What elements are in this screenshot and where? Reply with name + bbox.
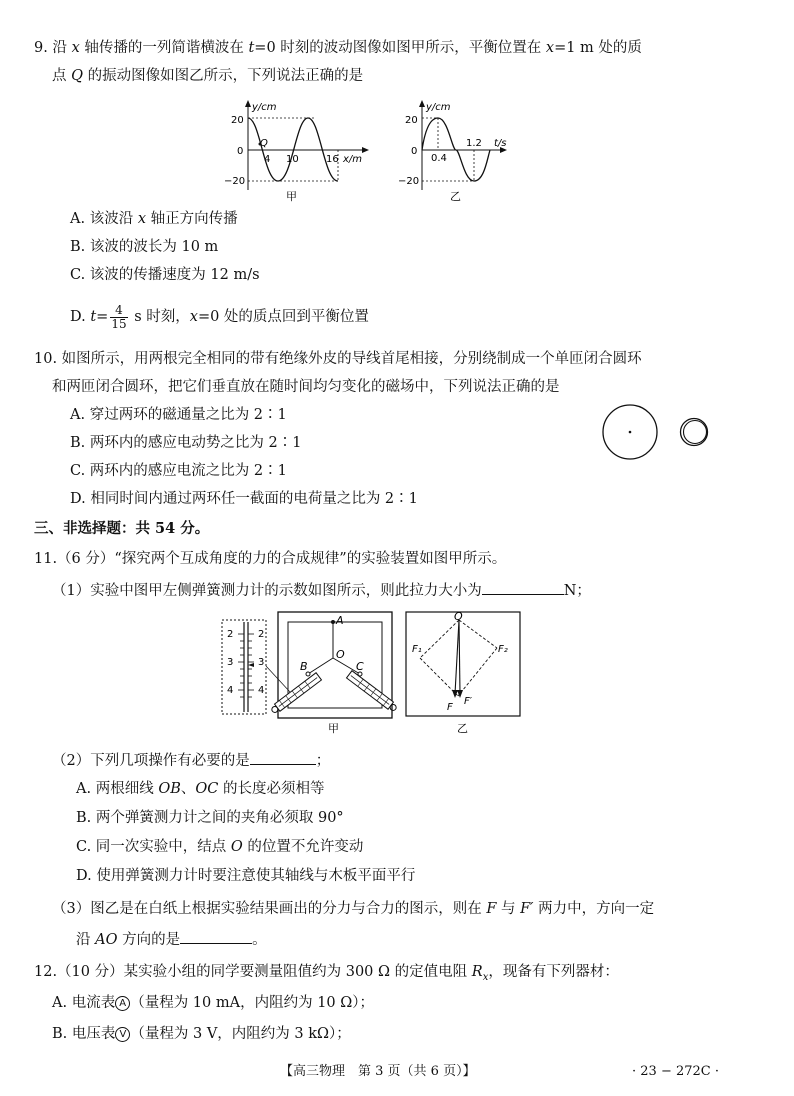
jia-tick-y-20: 20 — [231, 115, 244, 126]
label-a: A — [336, 614, 344, 627]
q10-option-d: D. 相同时间内通过两环任一截面的电荷量之比为 2∶1 — [70, 491, 418, 507]
label-b: B — [300, 660, 308, 673]
label-c: C — [356, 660, 364, 673]
scale-left-2: 2 — [227, 629, 234, 640]
yi-label-f2: F₂ — [498, 644, 508, 655]
answer-blank-3[interactable] — [180, 929, 252, 944]
jia-point-q: Q — [260, 138, 268, 149]
answer-blank-1[interactable] — [482, 580, 564, 595]
wave-graph-jia — [220, 98, 370, 204]
jia-tick-y-0: 0 — [237, 146, 244, 157]
q11-part3-line2: 沿 AO 方向的是 。 — [76, 929, 267, 950]
q10-option-a: A. 穿过两环的磁通量之比为 2∶1 — [70, 407, 287, 423]
q10-option-b: B. 两环内的感应电动势之比为 2∶1 — [70, 435, 302, 451]
voltmeter-symbol: V — [115, 1027, 130, 1042]
q11-part3-line1: （3）图乙是在白纸上根据实验结果画出的分力与合力的图示，则在 F 与 F′ 两力中，方向一定 — [52, 901, 655, 917]
coil-rings-figure — [598, 402, 716, 464]
yi-ylabel: y/cm — [426, 102, 451, 113]
yi-caption: 乙 — [450, 190, 461, 203]
jia-tick-x-4: 4 — [264, 154, 271, 165]
jia-caption: 甲 — [286, 190, 297, 203]
yi-tick-y-neg20: −20 — [398, 176, 420, 187]
yi-label-fprime: F′ — [464, 696, 473, 707]
jia-ylabel: y/cm — [252, 102, 277, 113]
scale-right-3: 3 — [258, 657, 265, 668]
yi-xlabel: t/s — [494, 138, 507, 149]
vibration-graph-yi — [398, 98, 508, 204]
label-o: O — [336, 648, 345, 661]
q11-part2-option-d: D. 使用弹簧测力计时要注意使其轴线与木板平面平行 — [76, 868, 416, 884]
q11-stem: 11.（6 分）“探究两个互成角度的力的合成规律”的实验装置如图甲所示。 — [34, 551, 507, 567]
yi-tick-x-04: 0.4 — [431, 153, 447, 164]
force-diagram-caption: 乙 — [457, 722, 468, 734]
yi-tick-y-20: 20 — [405, 115, 418, 126]
q11-part1: （1）实验中图甲左侧弹簧测力计的示数如图所示，则此拉力大小为 N； — [52, 580, 591, 601]
yi-tick-y-0: 0 — [411, 146, 418, 157]
ammeter-symbol: A — [115, 996, 130, 1011]
q11-part2-option-c: C. 同一次实验中，结点 O 的位置不允许变动 — [76, 839, 364, 855]
q9-stem-line1: 9. 沿 x 轴传播的一列简谐横波在 t=0 时刻的波动图像如图甲所示，平衡位置在 x=1 m 处的质 — [34, 40, 642, 56]
apparatus-caption: 甲 — [328, 722, 339, 734]
answer-blank-2[interactable] — [250, 750, 316, 765]
q12-stem: 12.（10 分）某实验小组的同学要测量阻值约为 300 Ω 的定值电阻 $R_x$，现备有下列器材： — [34, 964, 619, 983]
q10-stem-line2: 和两匝闭合圆环，把它们垂直放在随时间均匀变化的磁场中，下列说法正确的是 — [52, 379, 560, 395]
q11-part2: （2）下列几项操作有必要的是 ； — [52, 750, 330, 771]
force-diagram-yi — [402, 608, 524, 734]
q11-part2-option-a: A. 两根细线 OB、OC 的长度必须相等 — [76, 781, 325, 797]
yi-label-o: O — [454, 610, 463, 623]
q12-option-b: B. 电压表 V （量程为 3 V，内阻约为 3 kΩ）； — [52, 1026, 351, 1042]
page-footer-center: 【高三物理 第 3 页（共 6 页）】 — [280, 1064, 476, 1079]
q9-option-a: A. 该波沿 x 轴正方向传播 — [70, 211, 238, 227]
q9-option-c: C. 该波的传播速度为 12 m/s — [70, 267, 260, 283]
yi-tick-x-12: 1.2 — [466, 138, 482, 149]
force-apparatus-jia — [218, 608, 398, 734]
scale-left-3: 3 — [227, 657, 234, 668]
two-turn-ring-outer — [681, 419, 708, 446]
q11-part2-option-b: B. 两个弹簧测力计之间的夹角必须取 90° — [76, 810, 344, 826]
scale-left-4: 4 — [227, 685, 234, 696]
q10-option-c: C. 两环内的感应电流之比为 2∶1 — [70, 463, 287, 479]
scale-right-4: 4 — [258, 685, 265, 696]
q9-option-b: B. 该波的波长为 10 m — [70, 239, 219, 255]
fraction-4-15: $\frac{4}{15}$ — [111, 302, 127, 331]
scale-right-2: 2 — [258, 629, 265, 640]
yi-label-f: F — [447, 702, 453, 713]
q9-stem-line2: 点 Q 的振动图像如图乙所示，下列说法正确的是 — [52, 68, 364, 84]
q12-option-a: A. 电流表 A （量程为 10 mA，内阻约为 10 Ω）； — [52, 995, 375, 1011]
jia-tick-x-16: 16 — [326, 154, 339, 165]
yi-label-f1: F₁ — [412, 644, 422, 655]
q10-stem-line1: 10. 如图所示，用两根完全相同的带有绝缘外皮的导线首尾相接，分别绕制成一个单匝闭合圆环 — [34, 351, 642, 367]
section-3-heading: 三、非选择题：共 54 分。 — [34, 520, 210, 537]
jia-tick-y-neg20: −20 — [224, 176, 246, 187]
jia-xlabel: x/m — [343, 154, 363, 165]
two-turn-ring-inner — [684, 421, 707, 444]
jia-tick-x-10: 10 — [286, 154, 299, 165]
page-footer-code: · 23 − 272C · — [632, 1064, 719, 1079]
q9-option-d: D. t= $\frac{4}{15}$ s 时刻，x=0 处的质点回到平衡位置 — [70, 302, 369, 331]
